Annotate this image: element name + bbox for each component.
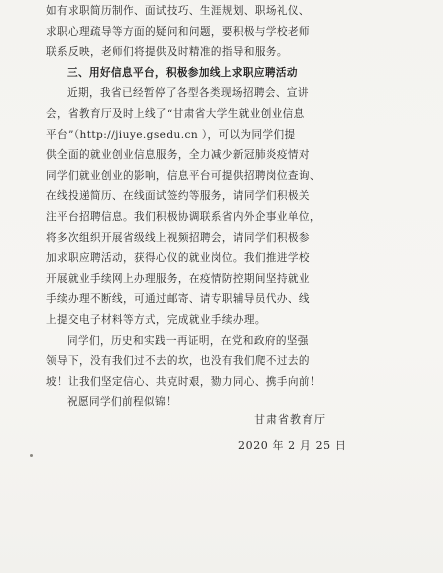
- section-heading: 三、用好信息平台，积极参加线上求职应聘活动: [67, 66, 298, 79]
- body-line: 将多次组织开展省级线上视频招聘会，请同学们积极参: [46, 231, 310, 244]
- body-line: 求职心理疏导等方面的疑问和问题，要积极与学校老师: [46, 25, 310, 38]
- body-line: 在线投递简历、在线面试签约等服务，请同学们积极关: [46, 190, 310, 203]
- body-line: 加求职应聘活动，获得心仪的就业岗位。我们推进学校: [46, 252, 310, 265]
- body-line: 注平台招聘信息。我们积极协调联系省内外企事业单位，: [46, 210, 321, 223]
- paragraph-first-line: 近期，我省已经暂停了各型各类现场招聘会、宣讲: [67, 87, 309, 100]
- body-line: 开展就业手续网上办理服务，在疫情防控期间坚持就业: [46, 272, 310, 285]
- body-line: 会，省教育厅及时上线了“甘肃省大学生就业创业信息: [46, 107, 305, 120]
- body-line: 供全面的就业创业信息服务，全力减少新冠肺炎疫情对: [46, 149, 310, 162]
- body-line: 联系反映，老师们将提供及时精准的指导和服务。: [46, 46, 288, 59]
- body-line: 领导下，没有我们过不去的坎，也没有我们爬不过去的: [46, 355, 310, 368]
- body-line: 如有求职简历制作、面试技巧、生涯规划、职场礼仪、: [46, 5, 310, 17]
- body-line: 手续办理不断线，可通过邮寄、请专职辅导员代办、线: [46, 293, 310, 306]
- body-line: 坡！让我们坚定信心、共克时艰，勠力同心、携手向前！: [46, 375, 321, 388]
- body-line: 上提交电子材料等方式，完成就业手续办理。: [46, 313, 266, 326]
- closing-wish: 祝愿同学们前程似锦！: [67, 396, 177, 409]
- signature-org: 甘肃省教育厅: [254, 413, 326, 426]
- body-line: 平台”（http://jiuye.gsedu.cn ），可以为同学们提: [46, 128, 296, 141]
- body-line: 同学们就业创业的影响，信息平台可提供招聘岗位查询、: [46, 169, 321, 182]
- paragraph-first-line: 同学们，历史和实践一再证明，在党和政府的坚强: [67, 334, 309, 347]
- signature-date: 2020 年 2 月 25 日: [238, 439, 347, 452]
- letter-body: [46, 1, 400, 413]
- scan-speck: [30, 454, 33, 457]
